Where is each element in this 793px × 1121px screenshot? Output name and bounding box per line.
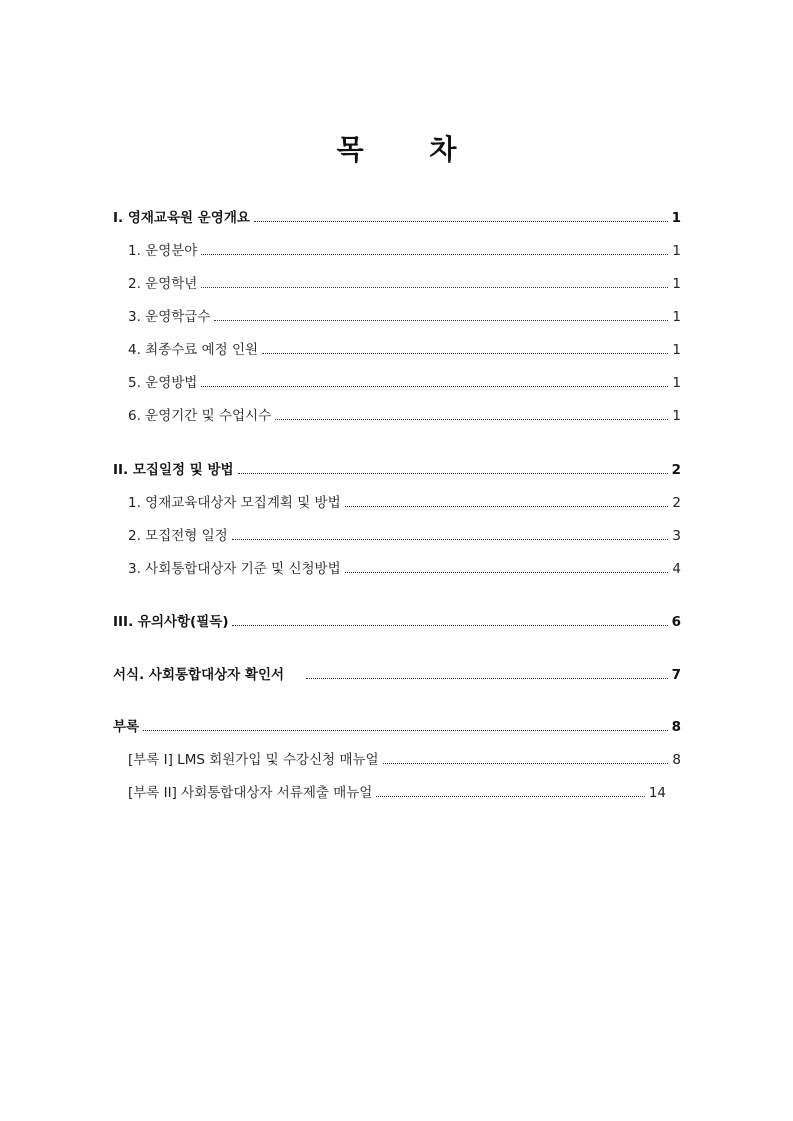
- toc-entry-1-2[interactable]: [113, 273, 681, 295]
- toc-entry-label: 1. 영재교육대상자 모집계획 및 방법: [128, 495, 341, 511]
- toc-entry-label: 2. 운영학년: [128, 276, 198, 292]
- toc-page-number: 6: [671, 614, 681, 630]
- toc-entry-label: II. 모집일정 및 방법: [113, 462, 234, 478]
- toc-entry-label: 3. 운영학급수: [128, 309, 211, 325]
- toc-page-number: 1: [672, 276, 681, 292]
- toc-page-number: 1: [672, 243, 681, 259]
- toc-entry-label: 4. 최종수료 예정 인원: [128, 342, 259, 358]
- toc-entry-section-1[interactable]: [113, 207, 681, 229]
- toc-entry-appendix-1[interactable]: [113, 749, 681, 771]
- toc-page-number: 14: [648, 785, 666, 801]
- toc-dot-leader: [383, 762, 669, 764]
- toc-entry-appendix[interactable]: [113, 716, 681, 738]
- toc-entry-label: 부록: [113, 719, 140, 735]
- toc-entry-section-3[interactable]: [113, 611, 681, 633]
- toc-page-number: 8: [672, 752, 681, 768]
- toc-page-number: 1: [672, 309, 681, 325]
- toc-dot-leader: [201, 385, 668, 387]
- toc-entry-2-3[interactable]: [113, 558, 681, 580]
- toc-page-number: 2: [671, 462, 681, 478]
- toc-dot-leader: [306, 677, 668, 679]
- toc-entry-appendix-2[interactable]: [113, 782, 666, 804]
- toc-entry-label: 3. 사회통합대상자 기준 및 신청방법: [128, 561, 341, 577]
- toc-page-number: 1: [672, 342, 681, 358]
- toc-dot-leader: [275, 418, 668, 420]
- toc-entry-label: III. 유의사항(필독): [113, 614, 229, 630]
- toc-entry-label: 1. 운영분야: [128, 243, 198, 259]
- toc-dot-leader: [262, 352, 668, 354]
- toc-dot-leader: [201, 253, 668, 255]
- toc-entry-label: 서식. 사회통합대상자 확인서: [113, 667, 285, 683]
- toc-entry-label: [부록 I] LMS 회원가입 및 수강신청 매뉴얼: [128, 752, 379, 768]
- toc-dot-leader: [238, 472, 668, 474]
- toc-dot-leader: [201, 286, 668, 288]
- toc-entry-1-3[interactable]: [113, 306, 681, 328]
- toc-page-number: 7: [671, 667, 681, 683]
- toc-dot-leader: [345, 571, 669, 573]
- toc-dot-leader: [232, 624, 667, 626]
- toc-dot-leader: [254, 220, 668, 222]
- toc-entry-1-5[interactable]: [113, 372, 681, 394]
- toc-page-number: 4: [672, 561, 681, 577]
- toc-entry-1-1[interactable]: [113, 240, 681, 262]
- toc-entry-label: [부록 II] 사회통합대상자 서류제출 매뉴얼: [128, 785, 373, 801]
- toc-entry-2-2[interactable]: [113, 525, 681, 547]
- toc-page-number: 2: [672, 495, 681, 511]
- toc-entry-label: 6. 운영기간 및 수업시수: [128, 408, 272, 424]
- toc-dot-leader: [143, 729, 668, 731]
- toc-entry-section-2[interactable]: [113, 459, 681, 481]
- toc-dot-leader: [214, 319, 668, 321]
- toc-entry-1-6[interactable]: [113, 405, 681, 427]
- toc-entry-label: 2. 모집전형 일정: [128, 528, 228, 544]
- toc-dot-leader: [376, 795, 644, 797]
- toc-entry-label: 5. 운영방법: [128, 375, 198, 391]
- toc-entry-1-4[interactable]: [113, 339, 681, 361]
- toc-page-number: 8: [671, 719, 681, 735]
- toc-entry-label: I. 영재교육원 운영개요: [113, 210, 250, 226]
- toc-page-number: 1: [671, 210, 681, 226]
- page-title: 목 차: [336, 133, 457, 166]
- toc-entry-2-1[interactable]: [113, 492, 681, 514]
- toc-page-number: 1: [672, 375, 681, 391]
- toc-page-number: 1: [672, 408, 681, 424]
- toc-dot-leader: [345, 505, 669, 507]
- toc-entry-form[interactable]: [113, 664, 681, 686]
- toc-dot-leader: [232, 538, 669, 540]
- toc-page-number: 3: [672, 528, 681, 544]
